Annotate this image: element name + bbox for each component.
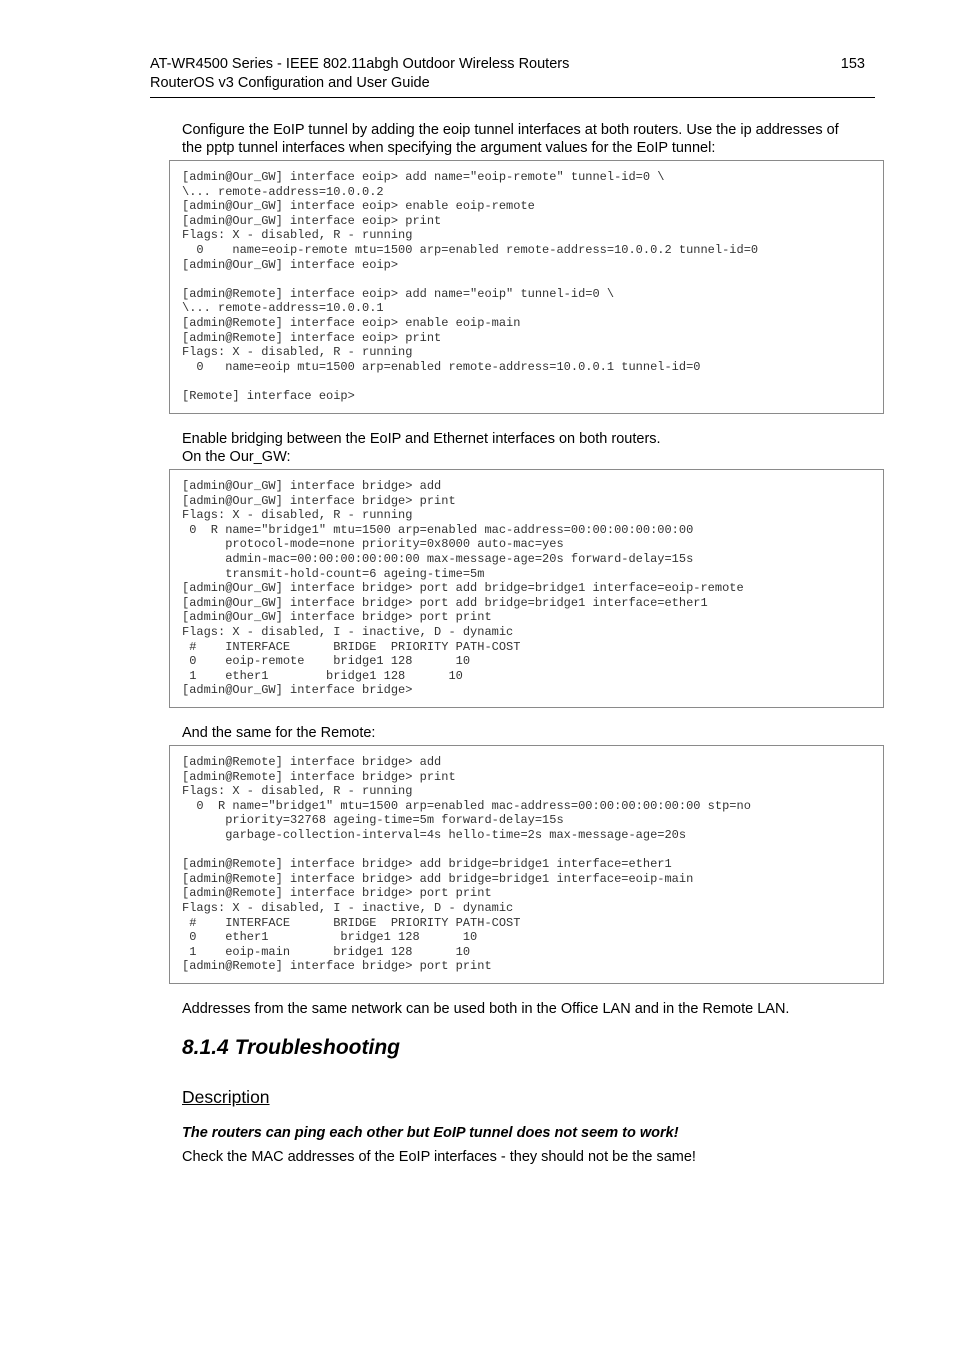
section-heading <box>182 1036 406 1060</box>
bridging-line-1: Enable bridging between the EoIP and Ethernet interfaces on both routers. <box>182 431 661 447</box>
document-subtitle: RouterOS v3 Configuration and User Guide <box>150 75 430 91</box>
solution-paragraph <box>182 1148 872 1166</box>
code-block-eoip <box>169 160 884 414</box>
page-number: 153 <box>840 56 865 72</box>
section-number: 8.1.4 <box>182 1036 229 1059</box>
solution-text: Check the MAC addresses of the EoIP interfaces - they should not be the same! <box>182 1149 696 1165</box>
intro-paragraph <box>182 121 872 157</box>
page-header <box>150 55 875 98</box>
bridging-line-2: On the Our_GW: <box>182 449 291 465</box>
document-title: AT-WR4500 Series - IEEE 802.11abgh Outdoor Wireless Routers <box>150 56 570 72</box>
code-block-bridge-our-gw <box>169 469 884 708</box>
code-block-bridge-remote <box>169 745 884 984</box>
addresses-paragraph <box>182 1000 872 1018</box>
code-eoip-text: [admin@Our_GW] interface eoip> add name="eoip-remote" tunnel-id=0 \ \... remote-address=10.0.0.2 [admin@Our_GW] interface eoip> enable eoip-remote [admin@Our_GW] interface eoip> print Flags: X - disabled, R - running 0 name=eoip-remote mtu=1500 arp=enabled remote-address=10.0.0.2 tunnel-id=0 [admin@Our_GW] interface eoip> [admin@Remote] interface eoip> add name="eoip" tunnel-id=0 \ \... remote-address=10.0.0.1 [admin@Remote] interface eoip> enable eoip-main [admin@Remote] interface eoip> print Flags: X - disabled, R - running 0 name=eoip mtu=1500 arp=enabled remote-address=10.0.0.1 tunnel-id=0 [Remote] interface eoip> <box>182 170 759 403</box>
intro-line-2: the pptp tunnel interfaces when specifying the argument values for the EoIP tunnel: <box>182 140 716 156</box>
bridging-paragraph <box>182 430 872 466</box>
subsection-heading: Description <box>182 1087 270 1107</box>
addresses-note: Addresses from the same network can be used both in the Office LAN and in the Remote LAN. <box>182 1001 790 1017</box>
section-title: Troubleshooting <box>234 1036 400 1059</box>
remote-intro-text: And the same for the Remote: <box>182 725 376 741</box>
code-bridge-remote-text: [admin@Remote] interface bridge> add [admin@Remote] interface bridge> print Flags: X - disabled, R - running 0 R name="bridge1" mtu=1500 arp=enabled mac-address=00:00:00:00:00:00 stp=no priority=32768 ageing-time=5m forward-delay=15s garbage-collection-interval=4s hello-time=2s max-message-age=20s [admin@Remote] interface bridge> add bridge=bridge1 interface=ether1 [admin@Remote] interface bridge> add bridge=bridge1 interface=eoip-main [admin@Remote] interface bridge> port print Flags: X - disabled, I - inactive, D - dynamic # INTERFACE BRIDGE PRIORITY PATH-COST 0 ether1 bridge1 128 10 1 eoip-main bridge1 128 10 [admin@Remote] interface bridge> port print <box>182 755 751 974</box>
problem-statement: The routers can ping each other but EoIP tunnel does not seem to work! <box>182 1125 679 1141</box>
code-bridge-our-gw-text: [admin@Our_GW] interface bridge> add [admin@Our_GW] interface bridge> print Flags: X - disabled, R - running 0 R name="bridge1" mtu=1500 arp=enabled mac-address=00:00:00:00:00:00 protocol-mode=none priority=0x8000 auto-mac=yes admin-mac=00:00:00:00:00:00 max-message-age=20s forward-delay=15s transmit-hold-count=6 ageing-time=5m [admin@Our_GW] interface bridge> port add bridge=bridge1 interface=eoip-remote [admin@Our_GW] interface bridge> port add bridge=bridge1 interface=ether1 [admin@Our_GW] interface bridge> port print Flags: X - disabled, I - inactive, D - dynamic # INTERFACE BRIDGE PRIORITY PATH-COST 0 eoip-remote bridge1 128 10 1 ether1 bridge1 128 10 [admin@Our_GW] interface bridge> <box>182 479 744 698</box>
remote-intro-paragraph <box>182 724 872 742</box>
intro-line-1: Configure the EoIP tunnel by adding the eoip tunnel interfaces at both routers. Use the ip addresses of <box>182 122 839 138</box>
